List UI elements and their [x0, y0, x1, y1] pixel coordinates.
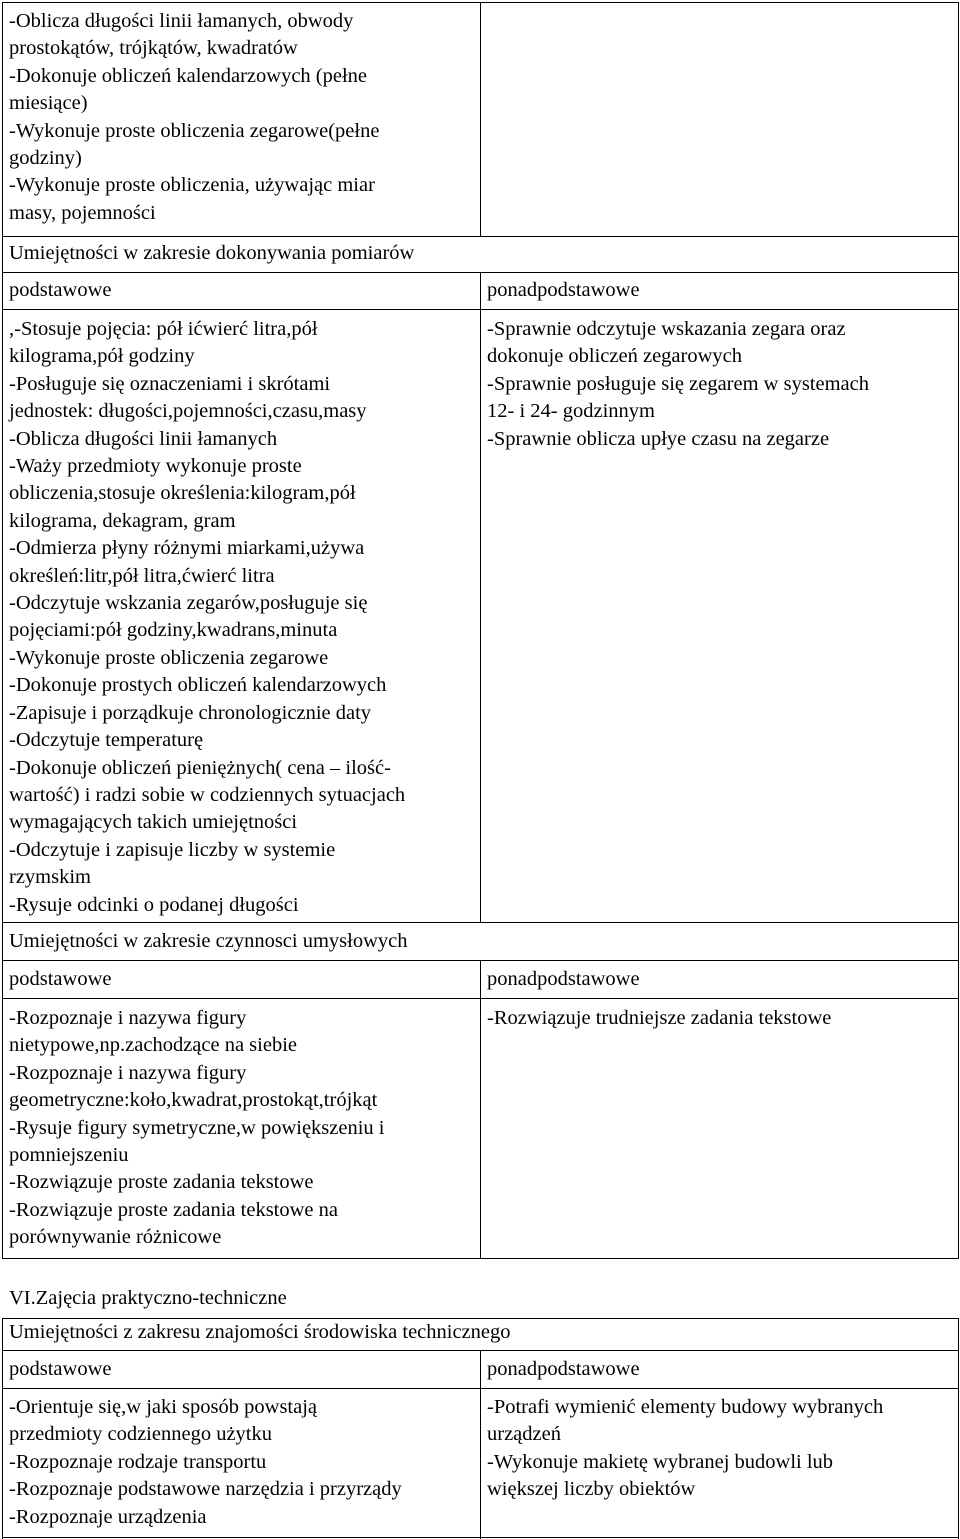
section-heading-measurements: Umiejętności w zakresie dokonywania pomiarów: [9, 242, 415, 264]
column-divider: [480, 272, 481, 922]
col-header-advanced: ponadpodstawowe: [487, 968, 640, 990]
list-item: -Rysuje figury symetryczne,w powiększeniu i: [9, 1116, 385, 1139]
row-divider: [2, 998, 959, 999]
table-left-border: [2, 1318, 3, 1539]
list-item: -Rozpoznaje urządzenia: [9, 1505, 207, 1528]
section-title-technical: VI.Zajęcia praktyczno-techniczne: [9, 1287, 287, 1309]
list-item: jednostek: długości,pojemności,czasu,masy: [9, 400, 367, 423]
list-item: -Wykonuje proste obliczenia, używając miar: [9, 174, 375, 197]
list-item: -Zapisuje i porządkuje chronologicznie daty: [9, 701, 372, 724]
section-heading-technical: Umiejętności z zakresu znajomości środowiska technicznego: [9, 1321, 511, 1343]
list-item: -Rozpoznaje i nazywa figury: [9, 1061, 247, 1084]
list-item: -Wykonuje proste obliczenia zegarowe: [9, 646, 329, 669]
list-item: -Rozwiązuje trudniejsze zadania tekstowe: [487, 1007, 832, 1029]
list-item: -Sprawnie oblicza upłye czasu na zegarze: [487, 427, 830, 450]
list-item: miesiące): [9, 92, 88, 115]
list-item: większej liczby obiektów: [487, 1478, 696, 1501]
list-item: -Posługuje się oznaczeniami i skrótami: [9, 372, 331, 395]
table-right-border: [958, 2, 959, 1258]
list-item: porównywanie różnicowe: [9, 1226, 222, 1249]
list-item: -Rozwiązuje proste zadania tekstowe: [9, 1171, 314, 1194]
list-item: pomniejszeniu: [9, 1144, 129, 1167]
intro-list: [9, 8, 379, 227]
list-item: godziny): [9, 147, 82, 170]
list-item: pojęciami:pół godziny,kwadrans,minuta: [9, 619, 338, 642]
list-item: przedmioty codziennego użytku: [9, 1423, 272, 1446]
row-divider: [2, 236, 959, 237]
list-item: geometryczne:koło,kwadrat,prostokąt,trójkąt: [9, 1089, 378, 1112]
list-item: -Orientuje się,w jaki sposób powstają: [9, 1396, 318, 1418]
list-item: -Rozpoznaje podstawowe narzędzia i przyrządy: [9, 1478, 402, 1501]
row-divider: [2, 309, 959, 310]
column-divider: [480, 1350, 481, 1539]
list-item: -Odczytuje i zapisuje liczby w systemie: [9, 838, 336, 861]
column-divider: [480, 2, 481, 236]
row-divider: [2, 1388, 959, 1389]
list-item: -Rozpoznaje i nazywa figury: [9, 1007, 247, 1029]
list-item: wymagających takich umiejętności: [9, 811, 298, 834]
list-item: -Wykonuje makietę wybranej budowli lub: [487, 1450, 834, 1473]
col-header-advanced: ponadpodstawowe: [487, 279, 640, 301]
table-bottom-border: [2, 1258, 959, 1259]
list-item: -Odczytuje temperaturę: [9, 729, 204, 752]
list-item: ,-Stosuje pojęcia: pół ićwierć litra,pół: [9, 318, 318, 340]
list-item: -Waży przedmioty wykonuje proste: [9, 455, 302, 478]
list-item: -Dokonuje prostych obliczeń kalendarzowych: [9, 674, 387, 697]
list-item: -Dokonuje obliczeń pieniężnych( cena – ilość-: [9, 756, 391, 779]
list-item: rzymskim: [9, 866, 91, 889]
advanced-skills-mental: [487, 1005, 831, 1032]
table-right-border: [958, 1318, 959, 1539]
list-item: -Rysuje odcinki o podanej długości: [9, 893, 299, 916]
list-item: -Dokonuje obliczeń kalendarzowych (pełne: [9, 64, 368, 87]
col-header-advanced: ponadpodstawowe: [487, 1358, 640, 1380]
column-divider: [480, 960, 481, 1258]
list-item: dokonuje obliczeń zegarowych: [487, 345, 743, 368]
list-item: -Odmierza płyny różnymi miarkami,używa: [9, 537, 365, 560]
table-left-border: [2, 2, 3, 1258]
list-item: obliczenia,stosuje określenia:kilogram,pół: [9, 482, 356, 505]
col-header-basic: podstawowe: [9, 279, 112, 301]
basic-skills-mental: [9, 1005, 385, 1252]
list-item: wartość) i radzi sobie w codziennych sytuacjach: [9, 783, 406, 806]
table-bottom-border: [2, 1537, 959, 1538]
list-item: kilograma, dekagram, gram: [9, 509, 236, 532]
row-divider: [2, 922, 959, 923]
list-item: 12- i 24- godzinnym: [487, 400, 655, 423]
list-item: -Oblicza długości linii łamanych, obwody: [9, 10, 354, 32]
list-item: -Rozwiązuje proste zadania tekstowe na: [9, 1198, 339, 1221]
list-item: -Sprawnie posługuje się zegarem w systemach: [487, 372, 869, 395]
table-top-border: [2, 2, 959, 3]
list-item: masy, pojemności: [9, 201, 156, 224]
list-item: -Rozpoznaje rodzaje transportu: [9, 1450, 267, 1473]
basic-skills-technical: [9, 1394, 402, 1531]
list-item: określeń:litr,pół litra,ćwierć litra: [9, 564, 275, 587]
list-item: prostokątów, trójkątów, kwadratów: [9, 37, 298, 60]
list-item: nietypowe,np.zachodzące na siebie: [9, 1034, 298, 1057]
col-header-basic: podstawowe: [9, 968, 112, 990]
advanced-skills-technical: [487, 1394, 883, 1504]
section-heading-mental: Umiejętności w zakresie czynnosci umysłowych: [9, 930, 408, 952]
list-item: urządzeń: [487, 1423, 561, 1446]
list-item: -Odczytuje wskzania zegarów,posługuje się: [9, 592, 368, 615]
list-item: -Sprawnie odczytuje wskazania zegara oraz: [487, 318, 846, 340]
col-header-basic: podstawowe: [9, 1358, 112, 1380]
list-item: -Potrafi wymienić elementy budowy wybranych: [487, 1396, 884, 1418]
list-item: -Wykonuje proste obliczenia zegarowe(pełne: [9, 119, 380, 142]
list-item: kilograma,pół godziny: [9, 345, 195, 368]
advanced-skills-measurements: [487, 316, 869, 453]
basic-skills-measurements: [9, 316, 405, 919]
list-item: -Oblicza długości linii łamanych: [9, 427, 278, 450]
